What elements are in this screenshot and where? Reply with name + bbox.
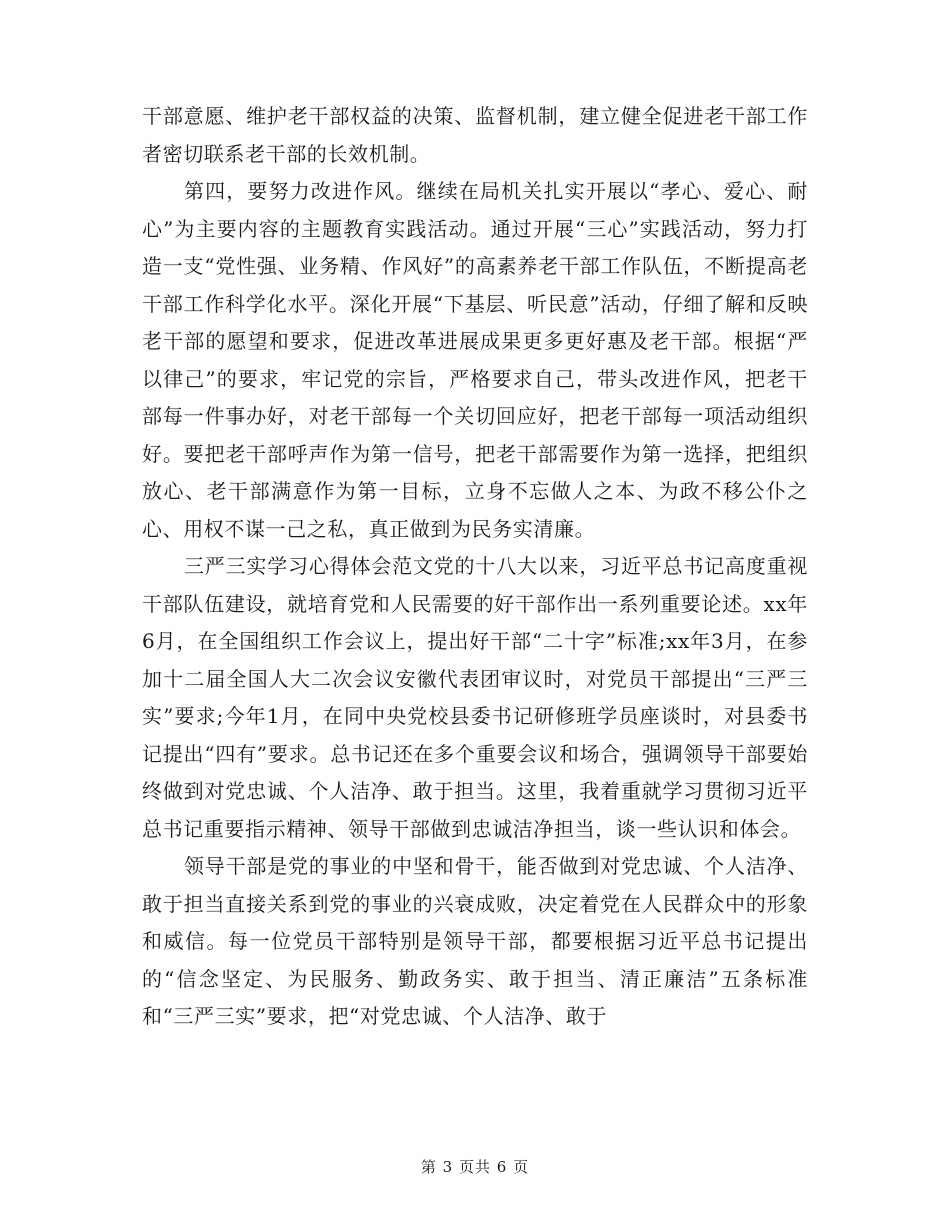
document-body [142, 98, 808, 1036]
paragraph-4: 领导干部是党的事业的中坚和骨干，能否做到对党忠诚、个人洁净、敢于担当直接关系到党的事业的兴衰成败，决定着党在人民群众中的形象和威信。每一位党员干部特别是领导干部，都要根据习近平总书记提出的“信念坚定、为民服务、勤政务实、敢于担当、清正廉洁”五条标准和“三严三实”要求，把“对党忠诚、个人洁净、敢于 [142, 854, 808, 1028]
page-number-footer: 第 3 页共 6 页 [420, 1158, 530, 1176]
paragraph-2: 第四，要努力改进作风。继续在局机关扎实开展以“孝心、爱心、耐心”为主要内容的主题教育实践活动。通过开展“三心”实践活动，努力打造一支“党性强、业务精、作风好”的高素养老干部工作队伍，不断提高老干部工作科学化水平。深化开展“下基层、听民意”活动，仔细了解和反映老干部的愿望和要求，促进改革进展成果更多更好惠及老干部。根据“严以律己”的要求，牢记党的宗旨，严格要求自己，带头改进作风，把老干部每一件事办好，对老干部每一个关切回应好，把老干部每一项活动组织好。要把老干部呼声作为第一信号，把老干部需要作为第一选择，把组织放心、老干部满意作为第一目标，立身不忘做人之本、为政不移公仆之心、用权不谋一己之私，真正做到为民务实清廉。 [142, 179, 808, 541]
paragraph-3: 三严三实学习心得体会范文党的十八大以来，习近平总书记高度重视干部队伍建设，就培育党和人民需要的好干部作出一系列重要论述。xx年6月，在全国组织工作会议上，提出好干部“二十字”标准;xx年3月，在参加十二届全国人大二次会议安徽代表团审议时，对党员干部提出“三严三实”要求;今年1月，在同中央党校县委书记研修班学员座谈时，对县委书记提出“四有”要求。总书记还在多个重要会议和场合，强调领导干部要始终做到对党忠诚、个人洁净、敢于担当。这里，我着重就学习贯彻习近平总书记重要指示精神、领导干部做到忠诚洁净担当，谈一些认识和体会。 [142, 554, 808, 841]
paragraph-1: 干部意愿、维护老干部权益的决策、监督机制，建立健全促进老干部工作者密切联系老干部的长效机制。 [142, 104, 808, 166]
